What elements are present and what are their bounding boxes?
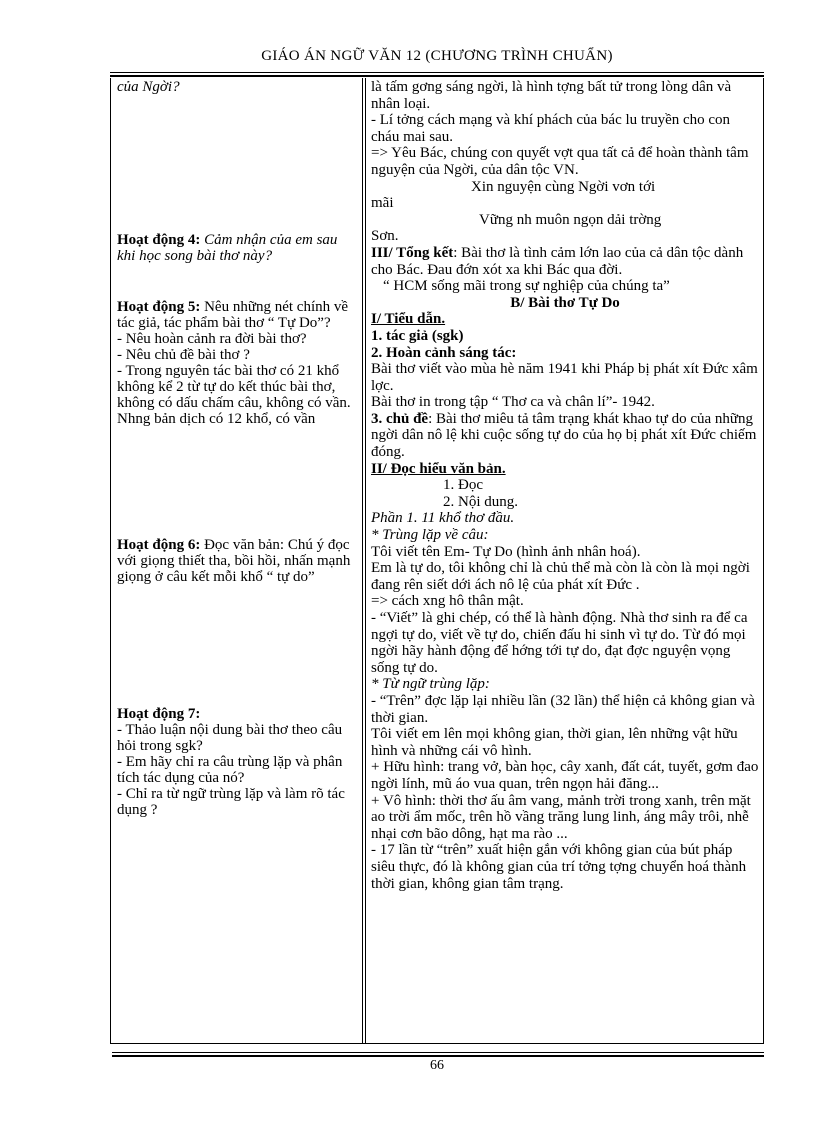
page-header-title: GIÁO ÁN NGỮ VĂN 12 (CHƯƠNG TRÌNH CHUẨN)	[261, 48, 613, 64]
activity-7	[117, 706, 359, 818]
content-column	[371, 79, 759, 892]
activity-6	[117, 537, 359, 585]
context-text: Bài thơ in trong tập “ Thơ ca và chân lí”- 1942.	[371, 394, 655, 411]
content-paragraph: Em là tự do, tôi không chỉ là chủ thể mà còn là còn là mọi ngời đang rên siết dới ách nô lệ của phát xít Đức .	[371, 560, 750, 593]
content-paragraph: => Yêu Bác, chúng con quyết vợt qua tất cả để hoàn thành tâm nguyện của Ngời, của dân tộc VN.	[371, 145, 749, 178]
content-paragraph: là tấm gơng sáng ngời, là hình tợng bất tử trong lòng dân và nhân loại.	[371, 79, 732, 112]
repeated-sentence-heading: * Trùng lặp về câu:	[371, 527, 489, 544]
hcm-quote: “ HCM sống mãi trong sự nghiệp của chúng ta”	[383, 278, 670, 295]
context-text: Bài thơ viết vào mùa hè năm 1941 khi Pháp bị phát xít Đức xâm lợc.	[371, 361, 758, 394]
content-paragraph: Tôi viết em lên mọi không gian, thời gian, lên những vật hữu hình và những cái vô hình.	[371, 726, 738, 759]
poem-line: Xin nguyện cùng Ngời vơn tới	[471, 178, 656, 195]
content-paragraph: Tôi viết tên Em- Tự Do (hình ảnh nhân hoá).	[371, 543, 641, 560]
activity-5-line: Nhng bản dịch có 12 khổ, có vần	[117, 411, 316, 427]
activity-4-label: Hoạt động 4:	[117, 232, 201, 248]
summary-text: : Bài thơ là tình cảm lớn lao của cả dân tộc dành cho Bác. Đau đớn xót xa khi Bác qua đời.	[371, 244, 744, 278]
activity-6-label: Hoạt động 6:	[117, 537, 201, 553]
summary-heading: III/ Tổng kết	[371, 244, 454, 261]
theme-heading: 3. chủ đề	[371, 410, 429, 427]
content-paragraph: + Hữu hình: trang vở, bàn học, cây xanh, đất cát, tuyết, gơm đao ngời lính, mũ áo vua quan, trên ngọn hải đăng...	[371, 759, 759, 792]
content-paragraph: - Lí tởng cách mạng và khí phách của bác lu truyền cho con cháu mai sau.	[371, 112, 731, 145]
activity-7-line: - Em hãy chỉ ra câu trùng lặp và phân tích tác dụng của nó?	[117, 754, 343, 786]
header-rule-thick	[110, 75, 764, 77]
activity-7-label: Hoạt động 7:	[117, 706, 201, 722]
intro-heading: I/ Tiểu dẫn.	[371, 311, 446, 328]
activity-5-text: Nêu những nét chính về tác giả, tác phẩm bài thơ “ Tự Do”?	[117, 299, 349, 331]
header-rule-thin	[110, 72, 764, 73]
poem-line: Vững nh muôn ngọn dải trờng	[479, 211, 662, 228]
section-b-title: B/ Bài thơ Tự Do	[510, 294, 620, 311]
content-paragraph: + Vô hình: thời thơ ấu âm vang, mảnh trời trong xanh, trên mặt ao trời ẩm mốc, trên hồ vầng trăng lung linh, áng mây trôi, nhễ nhại cơn bão dông, hạt ma rào ...	[371, 792, 751, 842]
theme-text: : Bài thơ miêu tả tâm trạng khát khao tự do của những ngời dân nô lệ khi cuộc sống tự do của họ bị phát xít Đức chiếm đóng.	[371, 410, 757, 461]
content-paragraph: - 17 lần từ “trên” xuất hiện gắn với không gian của bút pháp siêu thực, đó là không gian của trí tởng tợng chuyển hoá thành thời gian, không gian tâm trạng.	[371, 842, 747, 892]
activity-7-line: - Chỉ ra từ ngữ trùng lặp và làm rõ tác dụng ?	[117, 786, 345, 818]
numbered-item: 1. Đọc	[443, 477, 483, 494]
footer-rule-thick	[112, 1055, 764, 1057]
content-paragraph: - “Trên” đợc lặp lại nhiều lần (32 lần) thể hiện cả không gian và thời gian.	[371, 692, 755, 726]
activity-5-label: Hoạt động 5:	[117, 299, 201, 315]
activity-5	[117, 299, 359, 427]
context-heading: 2. Hoàn cảnh sáng tác:	[371, 344, 517, 361]
part-1-heading: Phần 1. 11 khổ thơ đầu.	[371, 510, 515, 527]
activity-5-line: - Nêu hoàn cảnh ra đời bài thơ?	[117, 331, 307, 347]
activity-4-text: Cảm nhận của em sau khi học song bài thơ này?	[117, 232, 338, 264]
reading-heading: II/ Đọc hiểu văn bản.	[371, 460, 506, 477]
activity-7-line: - Thảo luận nội dung bài thơ theo câu hỏi trong sgk?	[117, 722, 343, 754]
activity-5-line: - Nêu chủ đề bài thơ ?	[117, 347, 250, 363]
activity-5-line: - Trong nguyên tác bài thơ có 21 khổ không kể 2 từ tự do kết thúc bài thơ, không có dấu chấm câu, không có vần.	[117, 363, 351, 411]
poem-line: Sơn.	[371, 228, 399, 245]
author-heading: 1. tác giả (sgk)	[371, 327, 464, 344]
poem-line: mãi	[371, 195, 394, 212]
column-divider	[362, 78, 366, 1044]
activity-4	[117, 232, 359, 264]
repeated-words-heading: * Từ ngữ trùng lặp:	[371, 676, 490, 693]
content-paragraph: - “Viết” là ghi chép, có thể là hành động. Nhà thơ sinh ra để ca ngợi tự do, viết về tự do, chiến đấu hi sinh vì tự do. Từ đó mọi ngời hãy hành động để hớng tới tự do, đạt đợc nguyện vọng sống tự do.	[371, 610, 748, 676]
numbered-item: 2. Nội dung.	[443, 493, 518, 510]
content-paragraph: => cách xng hô thân mật.	[371, 593, 524, 610]
left-continuation: của Ngời?	[117, 79, 180, 95]
activity-6-text: Đọc văn bản: Chú ý đọc với giọng thiết tha, bồi hồi, nhấn mạnh giọng ở câu kết mỗi khổ “ tự do”	[117, 537, 351, 585]
footer-rule-thin	[112, 1052, 764, 1053]
page-number: 66	[430, 1058, 444, 1073]
